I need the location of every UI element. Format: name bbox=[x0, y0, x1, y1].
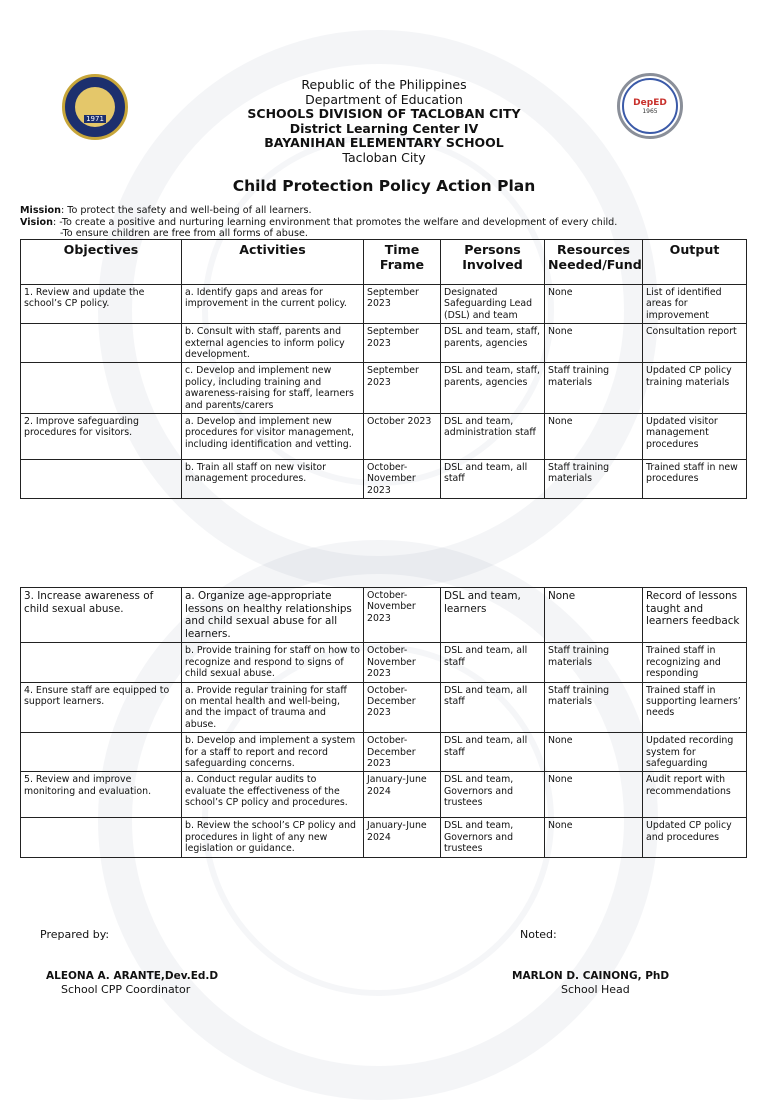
time-cell: October-November 2023 bbox=[364, 588, 441, 643]
persons-cell: DSL and team, all staff bbox=[441, 460, 545, 499]
output-cell: Updated visitor management procedures bbox=[643, 414, 747, 460]
persons-cell: DSL and team, all staff bbox=[441, 682, 545, 733]
table-row bbox=[21, 682, 747, 733]
vision-text-2: -To ensure children are free from all forms of abuse. bbox=[60, 228, 308, 240]
header-division: SCHOOLS DIVISION OF TACLOBAN CITY bbox=[247, 106, 521, 122]
resources-cell: None bbox=[545, 772, 643, 818]
noted-label: Noted: bbox=[520, 928, 557, 941]
time-cell: January-June 2024 bbox=[364, 818, 441, 857]
header-output: Output bbox=[643, 240, 747, 285]
table-row bbox=[21, 285, 747, 324]
resources-cell: Staff training materials bbox=[545, 643, 643, 682]
objective-cell: 1. Review and update the school’s CP policy. bbox=[21, 285, 182, 324]
objective-cell: 3. Increase awareness of child sexual abuse. bbox=[21, 588, 182, 643]
deped-logo-text: DepED bbox=[633, 97, 667, 108]
time-cell: October-November 2023 bbox=[364, 643, 441, 682]
activity-cell: b. Review the school’s CP policy and procedures in light of any new legislation or guidance. bbox=[182, 818, 364, 857]
header-department: Department of Education bbox=[305, 91, 463, 107]
objective-cell bbox=[21, 733, 182, 772]
resources-cell: Staff training materials bbox=[545, 682, 643, 733]
output-cell: Record of lessons taught and learners feedback bbox=[643, 588, 747, 643]
resources-cell: Staff training materials bbox=[545, 460, 643, 499]
objective-cell: 4. Ensure staff are equipped to support learners. bbox=[21, 682, 182, 733]
school-seal-year: 1965 bbox=[642, 107, 658, 115]
prepared-by-label: Prepared by: bbox=[40, 928, 110, 941]
persons-cell: DSL and team, staff, parents, agencies bbox=[441, 363, 545, 414]
persons-cell: Designated Safeguarding Lead (DSL) and team bbox=[441, 285, 545, 324]
activity-cell: a. Organize age-appropriate lessons on healthy relationships and child sexual abuse for all learners. bbox=[182, 588, 364, 643]
header-city: Tacloban City bbox=[342, 149, 426, 165]
persons-cell: DSL and team, learners bbox=[441, 588, 545, 643]
time-cell: October-December 2023 bbox=[364, 682, 441, 733]
activity-cell: a. Conduct regular audits to evaluate the effectiveness of the school’s CP policy and procedures. bbox=[182, 772, 364, 818]
document-title: Child Protection Policy Action Plan bbox=[232, 177, 536, 195]
header-persons-involved: Persons Involved bbox=[441, 240, 545, 285]
table-row bbox=[21, 460, 747, 499]
activity-cell: b. Develop and implement a system for a staff to report and record safeguarding concerns. bbox=[182, 733, 364, 772]
resources-cell: None bbox=[545, 414, 643, 460]
objective-cell: 5. Review and improve monitoring and evaluation. bbox=[21, 772, 182, 818]
persons-cell: DSL and team, Governors and trustees bbox=[441, 818, 545, 857]
table-row bbox=[21, 733, 747, 772]
resources-cell: None bbox=[545, 588, 643, 643]
vision-label: Vision bbox=[20, 216, 53, 228]
header-time-frame: Time Frame bbox=[364, 240, 441, 285]
table-row bbox=[21, 324, 747, 363]
table-row bbox=[21, 818, 747, 857]
output-cell: Consultation report bbox=[643, 324, 747, 363]
header-resources: Resources Needed/Fund bbox=[545, 240, 643, 285]
header-republic: Republic of the Philippines bbox=[301, 77, 467, 92]
output-cell: Audit report with recommendations bbox=[643, 772, 747, 818]
time-cell: October-December 2023 bbox=[364, 733, 441, 772]
time-cell: October 2023 bbox=[364, 414, 441, 460]
action-plan-table-page2 bbox=[20, 587, 747, 858]
time-cell: October-November 2023 bbox=[364, 460, 441, 499]
objective-cell bbox=[21, 363, 182, 414]
table-row bbox=[21, 414, 747, 460]
persons-cell: DSL and team, all staff bbox=[441, 643, 545, 682]
mission-text: : To protect the safety and well-being of all learners. bbox=[60, 205, 312, 216]
document-header bbox=[0, 78, 768, 166]
resources-cell: Staff training materials bbox=[545, 363, 643, 414]
output-cell: List of identified areas for improvement bbox=[643, 285, 747, 324]
output-cell: Trained staff in new procedures bbox=[643, 460, 747, 499]
objective-cell bbox=[21, 460, 182, 499]
time-cell: September 2023 bbox=[364, 285, 441, 324]
time-cell: September 2023 bbox=[364, 324, 441, 363]
activity-cell: a. Identify gaps and areas for improvement in the current policy. bbox=[182, 285, 364, 324]
resources-cell: None bbox=[545, 818, 643, 857]
vision-line bbox=[20, 217, 617, 229]
header-district: District Learning Center IV bbox=[289, 120, 479, 136]
time-cell: September 2023 bbox=[364, 363, 441, 414]
activity-cell: b. Train all staff on new visitor management procedures. bbox=[182, 460, 364, 499]
time-cell: January-June 2024 bbox=[364, 772, 441, 818]
table-row bbox=[21, 772, 747, 818]
objective-cell bbox=[21, 324, 182, 363]
resources-cell: None bbox=[545, 324, 643, 363]
output-cell: Trained staff in recognizing and responding bbox=[643, 643, 747, 682]
preparer-position: School CPP Coordinator bbox=[61, 983, 191, 996]
objective-cell bbox=[21, 818, 182, 857]
header-school: BAYANIHAN ELEMENTARY SCHOOL bbox=[264, 135, 504, 151]
table-row bbox=[21, 363, 747, 414]
output-cell: Updated CP policy training materials bbox=[643, 363, 747, 414]
activity-cell: a. Develop and implement new procedures for visitor management, including identification and vetting. bbox=[182, 414, 364, 460]
header-objectives: Objectives bbox=[21, 240, 182, 285]
persons-cell: DSL and team, all staff bbox=[441, 733, 545, 772]
activity-cell: b. Provide training for staff on how to recognize and respond to signs of child sexual abuse. bbox=[182, 643, 364, 682]
mission-line bbox=[20, 205, 617, 217]
mission-label: Mission bbox=[20, 205, 61, 216]
noter-position: School Head bbox=[561, 983, 630, 996]
persons-cell: DSL and team, staff, parents, agencies bbox=[441, 324, 545, 363]
action-plan-table-page1 bbox=[20, 239, 747, 499]
activity-cell: a. Provide regular training for staff on mental health and well-being, and the impact of trauma and abuse. bbox=[182, 682, 364, 733]
persons-cell: DSL and team, Governors and trustees bbox=[441, 772, 545, 818]
resources-cell: None bbox=[545, 285, 643, 324]
vision-text-1: : -To create a positive and nurturing learning environment that promotes the welfare and development of every child. bbox=[52, 216, 618, 228]
activity-cell: b. Consult with staff, parents and external agencies to inform policy development. bbox=[182, 324, 364, 363]
output-cell: Updated CP policy and procedures bbox=[643, 818, 747, 857]
resources-cell: None bbox=[545, 733, 643, 772]
output-cell: Trained staff in supporting learners’ needs bbox=[643, 682, 747, 733]
activity-cell: c. Develop and implement new policy, including training and awareness-raising for staff, learners and parents/carers bbox=[182, 363, 364, 414]
division-seal-year: 1971 bbox=[86, 115, 104, 123]
output-cell: Updated recording system for safeguarding bbox=[643, 733, 747, 772]
table-row bbox=[21, 588, 747, 643]
noter-name: MARLON D. CAINONG, PhD bbox=[512, 970, 670, 982]
mission-vision bbox=[20, 205, 617, 240]
header-activities: Activities bbox=[182, 240, 364, 285]
persons-cell: DSL and team, administration staff bbox=[441, 414, 545, 460]
table-row bbox=[21, 643, 747, 682]
objective-cell bbox=[21, 643, 182, 682]
objective-cell: 2. Improve safeguarding procedures for visitors. bbox=[21, 414, 182, 460]
preparer-name: ALEONA A. ARANTE,Dev.Ed.D bbox=[46, 970, 219, 982]
